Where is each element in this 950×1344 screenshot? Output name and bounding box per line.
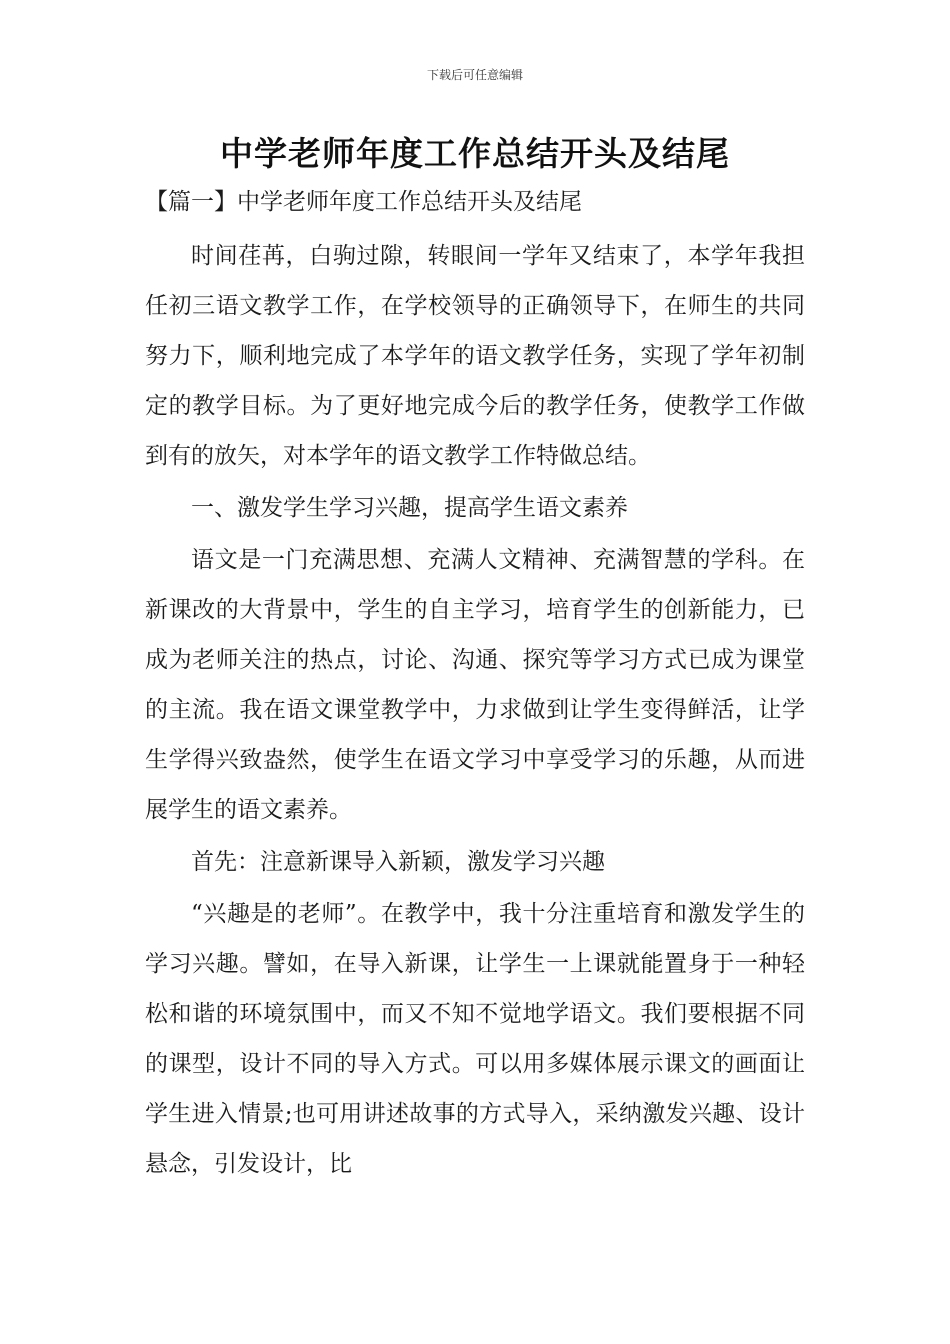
paragraph-interest: “兴趣是的老师”。在教学中，我十分注重培育和激发学生的学习兴趣。譬如，在导入新课，让学生一上课就能置身于一种轻松和谐的环境氛围中，而又不知不觉地学语文。我们要根据不同的课型，设计不同的导入方式。可以用多媒体展示课文的画面让学生进入情景;也可用讲述故事的方式导入，采纳激发兴趣、设计悬念，引发设计，比 xyxy=(145,901,805,1177)
paragraph-chinese-subject: 语文是一门充满思想、充满人文精神、充满智慧的学科。在新课改的大背景中，学生的自主学习，培育学生的创新能力，已成为老师关注的热点，讨论、沟通、探究等学习方式已成为课堂的主流。我在语文课堂教学中，力求做到让学生变得鲜活，让学生学得兴致盎然，使学生在语文学习中享受学习的乐趣，从而进展学生的语文素养。 xyxy=(145,547,805,823)
document-body xyxy=(145,231,805,1189)
subheading-first: 首先：注意新课导入新颖，激发学习兴趣 xyxy=(191,849,605,875)
page-header-note: 下载后可任意编辑 xyxy=(426,68,523,82)
section-heading: 【篇一】中学老师年度工作总结开头及结尾 xyxy=(145,189,582,215)
subheading-one: 一、激发学生学习兴趣，提高学生语文素养 xyxy=(191,495,628,521)
paragraph-intro: 时间荏苒，白驹过隙，转眼间一学年又结束了，本学年我担任初三语文教学工作，在学校领导的正确领导下，在师生的共同努力下，顺利地完成了本学年的语文教学任务，实现了学年初制定的教学目标。为了更好地完成今后的教学任务，使教学工作做到有的放矢，对本学年的语文教学工作特做总结。 xyxy=(145,243,805,469)
document-title: 中学老师年度工作总结开头及结尾 xyxy=(220,134,730,173)
